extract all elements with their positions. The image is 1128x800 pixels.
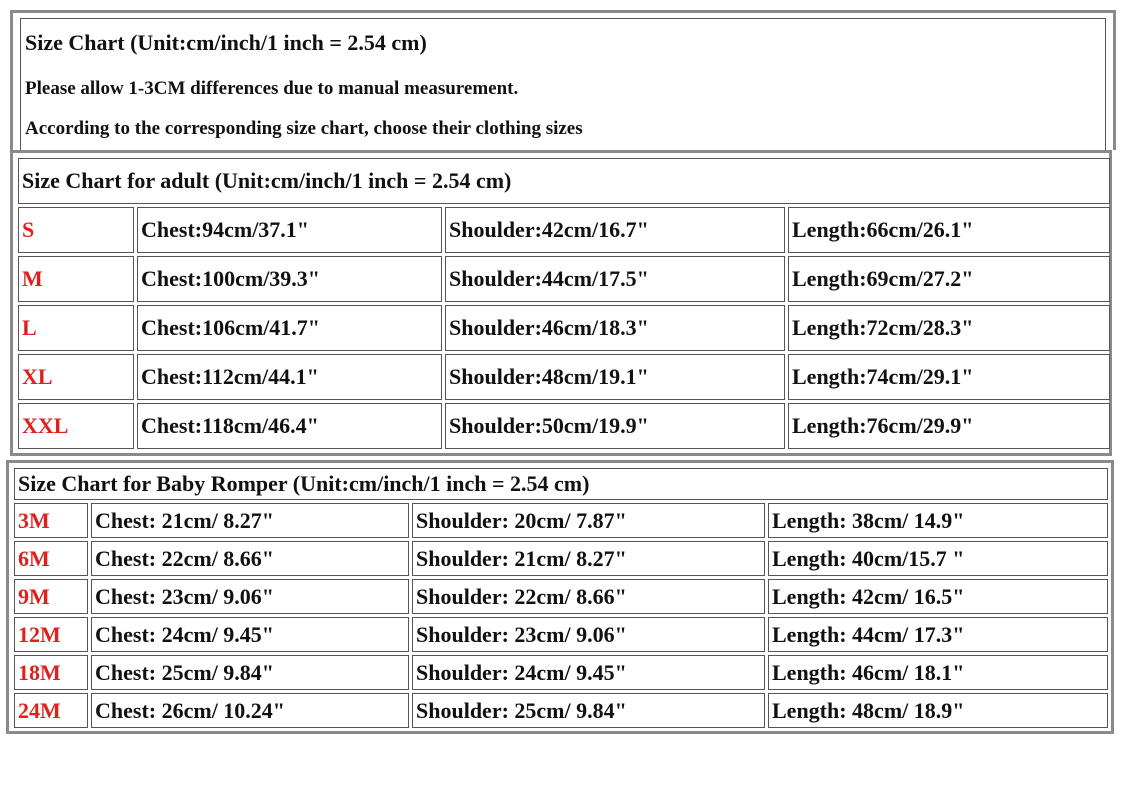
length-cell: Length: 42cm/ 16.5" (768, 579, 1108, 614)
size-label: XXL (18, 403, 134, 449)
chest-cell: Chest:94cm/37.1" (137, 207, 442, 253)
header-note: Please allow 1-3CM differences due to manual measurement. (25, 78, 519, 99)
table-row (18, 207, 1110, 253)
length-cell: Length:74cm/29.1" (788, 354, 1110, 400)
shoulder-cell: Shoulder: 20cm/ 7.87" (412, 503, 765, 538)
length-cell: Length: 44cm/ 17.3" (768, 617, 1108, 652)
table-row (14, 693, 1108, 728)
size-label: 6M (14, 541, 88, 576)
shoulder-cell: Shoulder:48cm/19.1" (445, 354, 785, 400)
size-label: M (18, 256, 134, 302)
chest-cell: Chest: 25cm/ 9.84" (91, 655, 409, 690)
baby-table (11, 465, 1111, 731)
baby-box (6, 460, 1114, 734)
chest-cell: Chest: 24cm/ 9.45" (91, 617, 409, 652)
shoulder-cell: Shoulder:50cm/19.9" (445, 403, 785, 449)
header-inner (20, 18, 1106, 153)
table-row (18, 256, 1110, 302)
baby-title: Size Chart for Baby Romper (Unit:cm/inch/1 inch = 2.54 cm) (14, 468, 1108, 500)
adult-table (15, 155, 1113, 452)
chest-cell: Chest:106cm/41.7" (137, 305, 442, 351)
chest-cell: Chest: 23cm/ 9.06" (91, 579, 409, 614)
chest-cell: Chest:100cm/39.3" (137, 256, 442, 302)
shoulder-cell: Shoulder:46cm/18.3" (445, 305, 785, 351)
size-label: XL (18, 354, 134, 400)
length-cell: Length:66cm/26.1" (788, 207, 1110, 253)
header-title: Size Chart (Unit:cm/inch/1 inch = 2.54 cm) (25, 30, 427, 55)
size-label: 3M (14, 503, 88, 538)
chest-cell: Chest: 22cm/ 8.66" (91, 541, 409, 576)
size-label: 24M (14, 693, 88, 728)
size-label: 12M (14, 617, 88, 652)
table-row (18, 305, 1110, 351)
table-row (14, 541, 1108, 576)
shoulder-cell: Shoulder: 24cm/ 9.45" (412, 655, 765, 690)
shoulder-cell: Shoulder: 21cm/ 8.27" (412, 541, 765, 576)
length-cell: Length:72cm/28.3" (788, 305, 1110, 351)
length-cell: Length: 46cm/ 18.1" (768, 655, 1108, 690)
chest-cell: Chest: 26cm/ 10.24" (91, 693, 409, 728)
length-cell: Length:76cm/29.9" (788, 403, 1110, 449)
header-box (10, 10, 1116, 150)
size-label: L (18, 305, 134, 351)
shoulder-cell: Shoulder: 23cm/ 9.06" (412, 617, 765, 652)
table-row (18, 403, 1110, 449)
shoulder-cell: Shoulder: 22cm/ 8.66" (412, 579, 765, 614)
chest-cell: Chest:118cm/46.4" (137, 403, 442, 449)
shoulder-cell: Shoulder:44cm/17.5" (445, 256, 785, 302)
table-row (14, 503, 1108, 538)
length-cell: Length: 40cm/15.7 " (768, 541, 1108, 576)
adult-title: Size Chart for adult (Unit:cm/inch/1 inch = 2.54 cm) (18, 158, 1110, 204)
size-label: 9M (14, 579, 88, 614)
length-cell: Length: 48cm/ 18.9" (768, 693, 1108, 728)
length-cell: Length:69cm/27.2" (788, 256, 1110, 302)
chest-cell: Chest:112cm/44.1" (137, 354, 442, 400)
shoulder-cell: Shoulder: 25cm/ 9.84" (412, 693, 765, 728)
size-label: 18M (14, 655, 88, 690)
shoulder-cell: Shoulder:42cm/16.7" (445, 207, 785, 253)
header-instruction: According to the corresponding size chart, choose their clothing sizes (25, 118, 583, 139)
table-row (14, 579, 1108, 614)
table-row (18, 354, 1110, 400)
length-cell: Length: 38cm/ 14.9" (768, 503, 1108, 538)
chest-cell: Chest: 21cm/ 8.27" (91, 503, 409, 538)
table-row (14, 617, 1108, 652)
adult-box (10, 150, 1112, 456)
size-label: S (18, 207, 134, 253)
table-row (14, 655, 1108, 690)
